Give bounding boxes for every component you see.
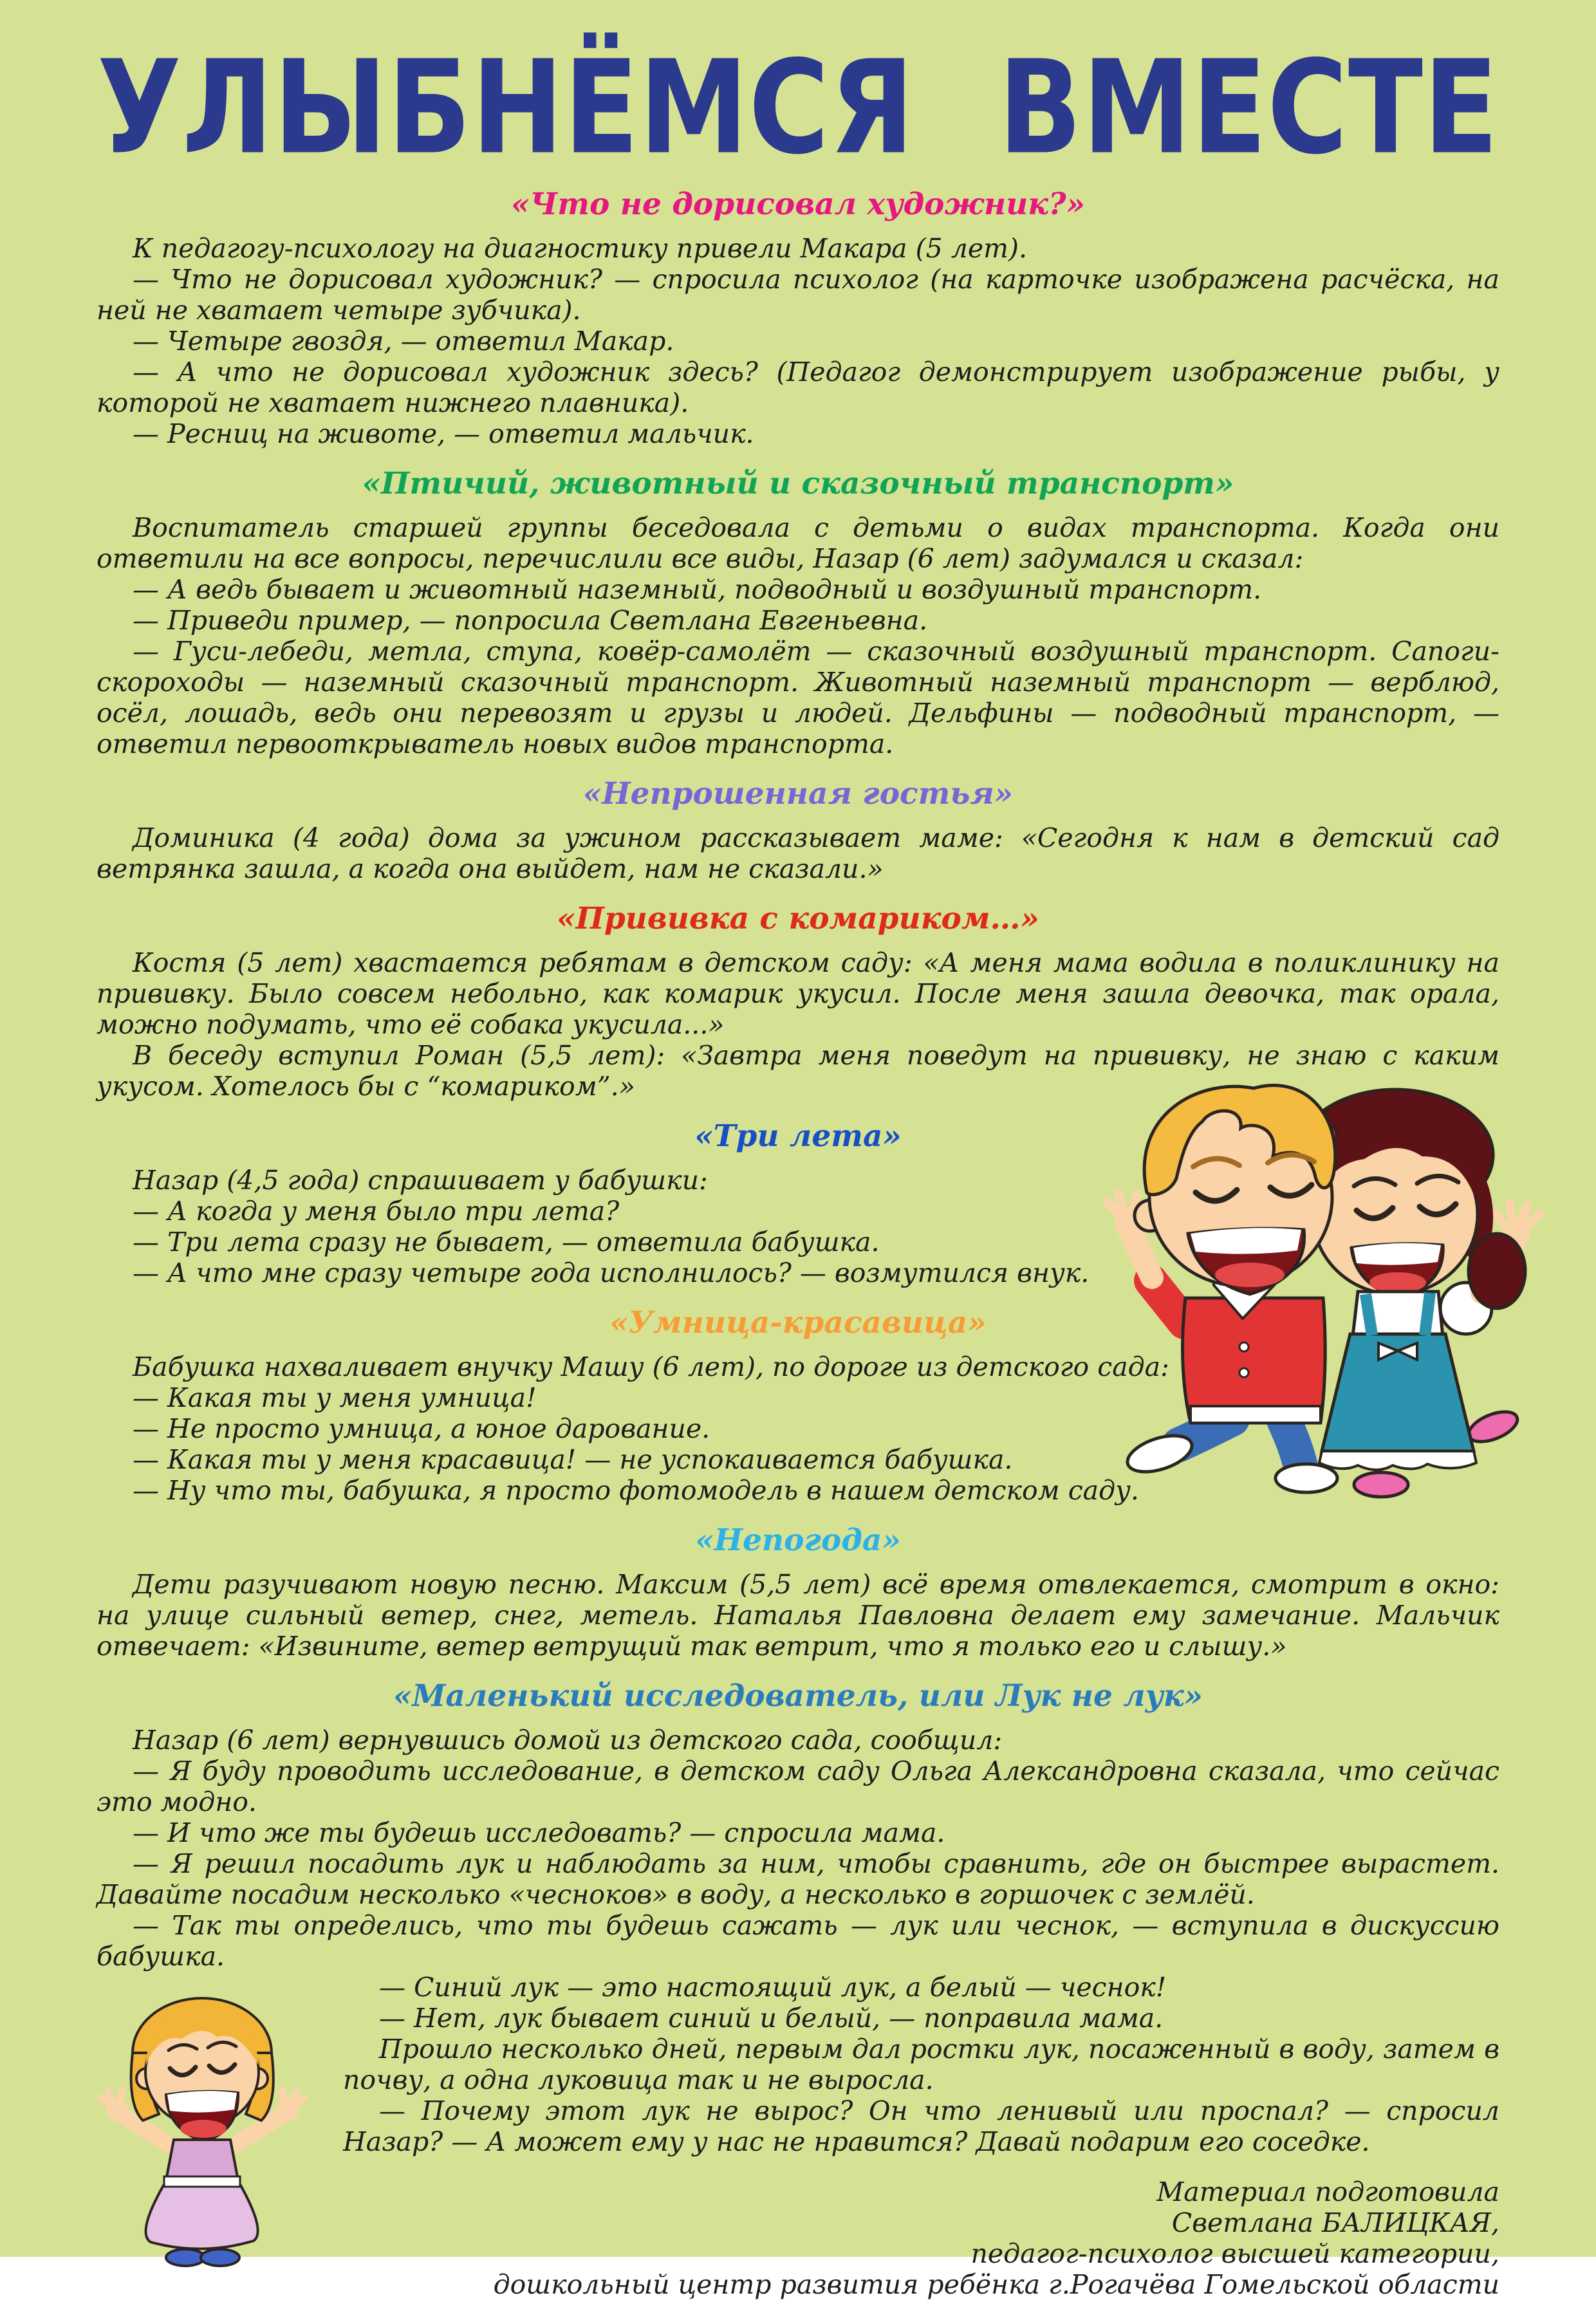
paragraph: — Ресниц на животе, — ответил мальчик. (133, 418, 754, 449)
section-heading-7: «Непогода» (695, 1523, 901, 1558)
section-heading-4: «Прививка с комариком…» (557, 901, 1039, 936)
paragraph: — Четыре гвоздя, — ответил Макар. (133, 326, 674, 357)
paragraph: Прошло несколько дней, первым дал ростки лук, посаженный в воду, затем в почву, а одна луковица так и не выросла. (343, 2034, 1499, 2095)
footer-line: Материал подготовила (1156, 2176, 1499, 2207)
paragraph: В беседу вступил Роман (5,5 лет): «Завтра меня поведут на прививку, не знаю с каким укусом. Хотелось бы с “комариком”.» (97, 1040, 1499, 1102)
paragraph: — Гуси-лебеди, метла, ступа, ковёр-самолёт — сказочный воздушный транспорт. Сапоги-скороходы — наземный сказочный транспорт. Животный наземный транспорт — верблюд, осёл, лошадь, ведь они перевозят и грузы и людей. Дельфины — подводный транспорт, — ответил первооткрыватель новых видов транспорта. (97, 636, 1499, 759)
paragraph: — А когда у меня было три лета? (133, 1196, 620, 1227)
paragraph: — Ну что ты, бабушка, я просто фотомодель в нашем детском саду. (133, 1475, 1139, 1506)
paragraph: — Что не дорисовал художник? — спросила психолог (на карточке изображена расчёска, на ней не хватает четыре зубчика). (97, 264, 1499, 326)
paragraph: — А что мне сразу четыре года исполнилось? — возмутился внук. (133, 1257, 1090, 1288)
paragraph: — Почему этот лук не вырос? Он что ленивый или проспал? — спросил Назар? — А может ему у нас не нравится? Давай подарим его соседке. (343, 2095, 1499, 2157)
paragraph: — Какая ты у меня красавица! — не успокаивается бабушка. (133, 1444, 1013, 1475)
girl-illustration (91, 1976, 313, 2262)
paragraph: — А что не дорисовал художник здесь? (Педагог демонстрирует изображение рыбы, у которой не хватает нижнего плавника). (97, 357, 1499, 418)
footer-line: дошкольный центр развития ребёнка г.Рогачёва Гомельской области (493, 2269, 1499, 2300)
paragraph: — Какая ты у меня умница! (133, 1382, 537, 1413)
paragraph: К педагогу-психологу на диагностику привели Макара (5 лет). (133, 233, 1027, 264)
paragraph: — Синий лук — это настоящий лук, а белый — чеснок! (379, 1972, 1167, 2003)
section-heading-5: «Три лета» (694, 1118, 902, 1154)
paragraph: Воспитатель старшей группы беседовала с детьми о видах транспорта. Когда они ответили на все вопросы, перечислили все виды, Назар (6 лет) задумался и сказал: (97, 512, 1499, 574)
paragraph: — Я решил посадить лук и наблюдать за ним, чтобы сравнить, где он быстрее вырастет. Давайте посадим несколько «чесноков» в воду, а несколько в горшочек с землёй. (97, 1848, 1499, 1910)
children-illustration (1088, 1059, 1557, 1490)
section-heading-2: «Птичий, животный и сказочный транспорт» (362, 466, 1234, 501)
footer-line: Светлана БАЛИЦКАЯ, (1171, 2207, 1499, 2238)
paragraph: — Так ты определись, что ты будешь сажать — лук или чеснок, — вступила в дискуссию бабушка. (97, 1910, 1499, 1972)
paragraph: — Я буду проводить исследование, в детском саду Ольга Александровна сказала, что сейчас это модно. (97, 1756, 1499, 1817)
paragraph: Доминика (4 года) дома за ужином рассказывает маме: «Сегодня к нам в детский сад ветрянка зашла, а когда она выйдет, нам не сказали.» (97, 822, 1499, 884)
children-illustration-svg (1088, 1059, 1557, 1490)
paragraph: — Нет, лук бывает синий и белый, — поправила мама. (379, 2003, 1164, 2034)
paragraph: — И что же ты будешь исследовать? — спросила мама. (133, 1817, 945, 1848)
footer-line: педагог-психолог высшей категории, (970, 2238, 1499, 2269)
paragraph: — Три лета сразу не бывает, — ответила бабушка. (133, 1227, 880, 1257)
paragraph: Назар (6 лет) вернувшись домой из детского сада, сообщил: (133, 1725, 1003, 1756)
paragraph: Костя (5 лет) хвастается ребятам в детском саду: «А меня мама водила в поликлинику на прививку. Было совсем небольно, как комарик укусил. После меня зашла девочка, так орала, можно подумать, что её собака укусила...» (97, 947, 1499, 1040)
paragraph: — Приведи пример, — попросила Светлана Евгеньевна. (133, 605, 928, 636)
paragraph: — Не просто умница, а юное дарование. (133, 1413, 710, 1444)
section-heading-1: «Что не дорисовал художник?» (510, 187, 1086, 222)
section-heading-6: «Умница-красавица» (609, 1305, 987, 1340)
paragraph: Назар (4,5 года) спрашивает у бабушки: (133, 1165, 708, 1196)
paragraph: — А ведь бывает и животный наземный, подводный и воздушный транспорт. (133, 574, 1262, 605)
section-heading-3: «Непрошенная гостья» (582, 776, 1014, 811)
section-heading-8: «Маленький исследователь, или Лук не лук» (393, 1678, 1203, 1714)
paragraph: Бабушка нахваливает внучку Машу (6 лет), по дороге из детского сада: (133, 1351, 1169, 1382)
girl-illustration-svg (91, 1976, 313, 2262)
boy-figure (1107, 1086, 1337, 1492)
page-title: УЛЫБНЁМСЯ ВМЕСТЕ (97, 33, 1499, 183)
paragraph: Дети разучивают новую песню. Максим (5,5 лет) всё время отвлекается, смотрит в окно: на улице сильный ветер, снег, метель. Наталья Павловна делает ему замечание. Мальчик отвечает: «Извините, ветер ветрущий так ветрит, что я только его и слышу.» (97, 1569, 1499, 1662)
